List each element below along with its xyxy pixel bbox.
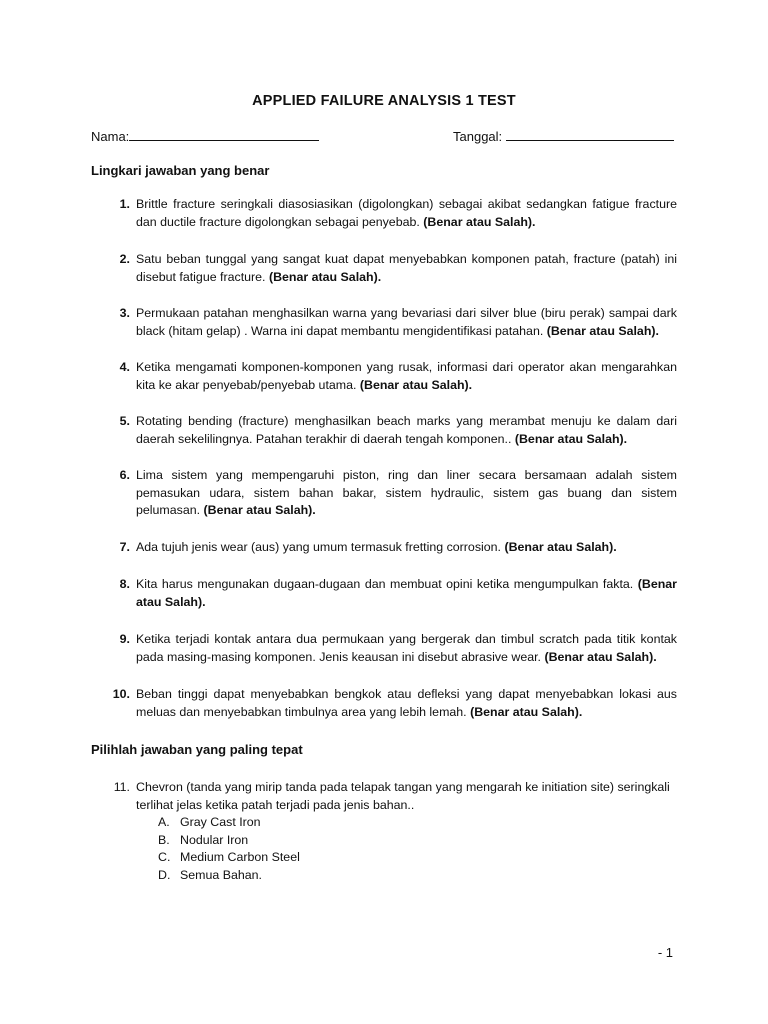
question-answer-choice: (Benar atau Salah). bbox=[544, 649, 657, 664]
question-answer-choice: (Benar atau Salah). bbox=[470, 704, 583, 719]
question-text-block bbox=[136, 686, 677, 721]
question-item bbox=[106, 686, 677, 721]
question-text-block bbox=[136, 413, 677, 448]
question-text-block bbox=[136, 467, 677, 520]
question-answer-choice: (Benar atau Salah). bbox=[514, 431, 628, 446]
option-text: Gray Cast Iron bbox=[180, 815, 261, 829]
question-answer-choice: (Benar atau Salah). bbox=[268, 269, 382, 284]
option-letter: C. bbox=[158, 850, 171, 864]
tanggal-label: Tanggal: bbox=[453, 129, 503, 144]
question-number: 5. bbox=[119, 414, 130, 428]
option-text: Medium Carbon Steel bbox=[180, 850, 300, 864]
answer-option-a bbox=[158, 814, 677, 832]
question-number: 3. bbox=[119, 306, 130, 320]
question-item bbox=[106, 467, 677, 520]
question-answer-choice: (Benar atau Salah). bbox=[546, 323, 659, 338]
question-text: Satu beban tunggal yang sangat kuat dapat menyebabkan komponen patah, fracture (patah) ini disebut fatigue fracture. bbox=[136, 252, 677, 284]
question-text-block bbox=[136, 251, 677, 286]
option-letter: A. bbox=[158, 815, 170, 829]
nama-label: Nama: bbox=[91, 129, 130, 144]
question-answer-choice: (Benar atau Salah). bbox=[359, 377, 473, 392]
page-number: - 1 bbox=[657, 945, 673, 960]
question-answer-choice: (Benar atau Salah). bbox=[504, 540, 617, 554]
answer-option-d bbox=[158, 867, 677, 885]
question-text: Lima sistem yang mempengaruhi piston, ring dan liner secara bersamaan adalah sistem pemasukan udara, sistem bahan bakar, sistem hydraulic, sistem gas buang dan sistem pelumasan. bbox=[136, 468, 677, 517]
question-item bbox=[106, 576, 677, 611]
option-text: Semua Bahan. bbox=[180, 867, 262, 882]
question-answer-choice: (Benar atau Salah). bbox=[203, 503, 316, 517]
answer-option-b bbox=[158, 832, 677, 850]
question-number: 11. bbox=[113, 780, 130, 794]
nama-field bbox=[91, 127, 319, 144]
question-text-block bbox=[136, 576, 677, 611]
tanggal-field bbox=[453, 127, 674, 144]
question-text: Beban tinggi dapat menyebabkan bengkok atau defleksi yang dapat menyebabkan lokasi aus meluas dan menyebabkan timbulnya area yang lebih lemah. bbox=[136, 687, 677, 719]
question-number: 10. bbox=[112, 687, 130, 701]
option-letter: B. bbox=[158, 832, 170, 847]
question-text: Brittle fracture seringkali diasosiasikan (digolongkan) sebagai akibat sedangkan fatigue fracture dan ductile fracture digolongkan sebagai penyebab. bbox=[136, 197, 677, 229]
multiple-choice-question bbox=[106, 779, 677, 884]
question-item bbox=[106, 359, 677, 394]
question-text-block bbox=[136, 631, 677, 666]
nama-blank-line bbox=[129, 127, 319, 141]
question-text-block bbox=[136, 305, 677, 340]
question-number: 1. bbox=[119, 197, 130, 211]
question-number: 2. bbox=[119, 252, 130, 266]
section-heading-multiple-choice: Pilihlah jawaban yang paling tepat bbox=[91, 742, 303, 757]
question-text-block bbox=[136, 196, 677, 231]
question-text-block bbox=[136, 539, 677, 557]
answer-options bbox=[158, 814, 677, 884]
question-number: 6. bbox=[119, 468, 130, 482]
question-text: Permukaan patahan menghasilkan warna yang bevariasi dari silver blue (biru perak) sampai dark black (hitam gelap) . Warna ini dapat membantu mengidentifikasi patahan. bbox=[136, 306, 677, 338]
option-text: Nodular Iron bbox=[180, 832, 249, 847]
question-text: Chevron (tanda yang mirip tanda pada telapak tangan yang mengarah ke initiation site) seringkali terlihat jelas ketika patah terjadi pada jenis bahan.. bbox=[136, 780, 670, 812]
answer-option-c bbox=[158, 849, 677, 867]
section-heading-true-false: Lingkari jawaban yang benar bbox=[91, 163, 270, 178]
question-item bbox=[106, 539, 677, 557]
question-item bbox=[106, 631, 677, 666]
page-title: APPLIED FAILURE ANALYSIS 1 TEST bbox=[252, 93, 516, 109]
question-item bbox=[106, 251, 677, 286]
question-item bbox=[106, 413, 677, 448]
tanggal-blank-line bbox=[506, 127, 674, 141]
question-item bbox=[106, 305, 677, 340]
question-number: 7. bbox=[119, 540, 130, 554]
question-number: 4. bbox=[119, 360, 130, 374]
question-text-block bbox=[136, 359, 677, 394]
option-letter: D. bbox=[158, 867, 171, 882]
question-item bbox=[106, 196, 677, 231]
question-text: Ada tujuh jenis wear (aus) yang umum termasuk fretting corrosion. bbox=[136, 540, 505, 554]
question-answer-choice: (Benar atau Salah). bbox=[136, 577, 677, 609]
question-number: 9. bbox=[119, 632, 130, 646]
question-number: 8. bbox=[119, 577, 130, 591]
question-text: Kita harus mengunakan dugaan-dugaan dan membuat opini ketika mengumpulkan fakta. bbox=[136, 577, 638, 591]
question-text: Rotating bending (fracture) menghasilkan beach marks yang merambat menuju ke dalam dari daerah sekelilingnya. Patahan terakhir di daerah tengah komponen.. bbox=[136, 414, 677, 446]
question-answer-choice: (Benar atau Salah). bbox=[423, 214, 536, 229]
question-text: Ketika terjadi kontak antara dua permukaan yang bergerak dan timbul scratch pada titik kontak pada masing-masing komponen. Jenis keausan ini disebut abrasive wear. bbox=[136, 632, 677, 664]
question-text: Ketika mengamati komponen-komponen yang rusak, informasi dari operator akan mengarahkan kita ke akar penyebab/penyebab utama. bbox=[136, 360, 677, 392]
